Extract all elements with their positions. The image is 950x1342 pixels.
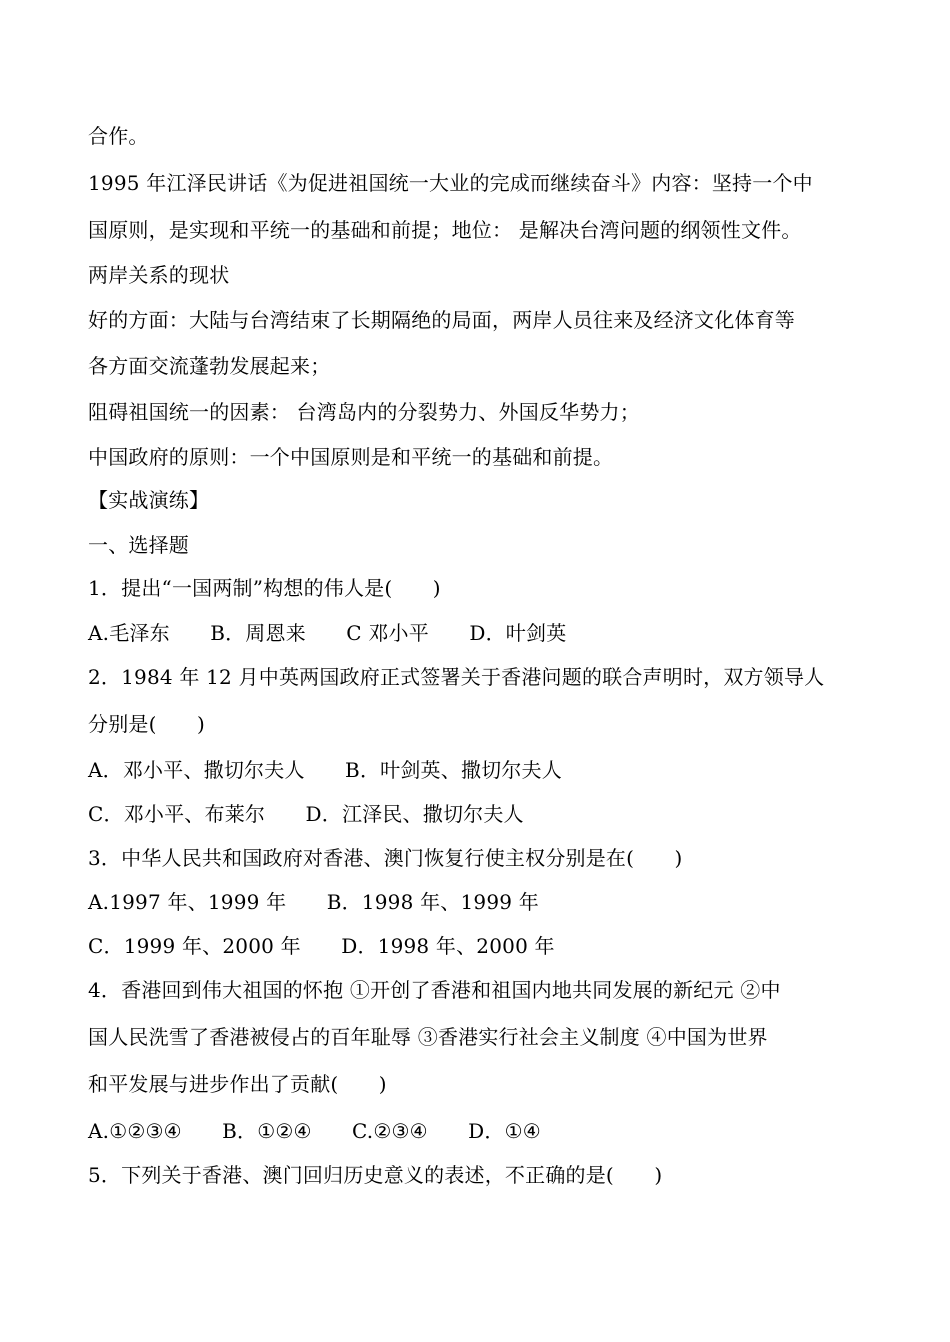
question-3-options-a-b: A.1997 年、1999 年 B．1998 年、1999 年 [88,890,539,914]
question-4: 4．香港回到伟大祖国的怀抱 ①开创了香港和祖国内地共同发展的新纪元 ②中 [88,978,781,1002]
question-2-cont: 分别是( ) [88,712,206,736]
section-heading: 两岸关系的现状 [88,263,230,287]
section-heading: 【实战演练】 [88,488,210,512]
text-line: 中国政府的原则：一个中国原则是和平统一的基础和前提。 [88,445,614,469]
question-4-cont: 和平发展与进步作出了贡献( ) [88,1072,387,1096]
question-2-options-c-d: C．邓小平、布莱尔 D．江泽民、撒切尔夫人 [88,802,524,826]
question-1: 1．提出“一国两制”构想的伟人是( ) [88,576,441,600]
question-3: 3．中华人民共和国政府对香港、澳门恢复行使主权分别是在( ) [88,846,683,870]
text-line: 合作。 [88,124,149,148]
question-5: 5．下列关于香港、澳门回归历史意义的表述，不正确的是( ) [88,1163,663,1187]
text-line: 国原则，是实现和平统一的基础和前提；地位： 是解决台湾问题的纲领性文件。 [88,218,802,242]
question-1-options: A.毛泽东 B．周恩来 C 邓小平 D．叶剑英 [88,621,567,645]
question-2: 2．1984 年 12 月中英两国政府正式签署关于香港问题的联合声明时，双方领导人 [88,665,825,689]
question-2-options-a-b: A．邓小平、撒切尔夫人 B．叶剑英、撒切尔夫人 [88,758,562,782]
question-4-cont: 国人民洗雪了香港被侵占的百年耻辱 ③香港实行社会主义制度 ④中国为世界 [88,1025,768,1049]
text-line: 1995 年江泽民讲话《为促进祖国统一大业的完成而继续奋斗》内容：坚持一个中 [88,171,813,195]
section-heading: 一、选择题 [88,533,189,557]
text-line: 好的方面：大陆与台湾结束了长期隔绝的局面，两岸人员往来及经济文化体育等 [88,308,795,332]
text-line: 各方面交流蓬勃发展起来； [88,354,331,378]
text-line: 阻碍祖国统一的因素： 台湾岛内的分裂势力、外国反华势力； [88,400,640,424]
question-4-options: A.①②③④ B．①②④ C.②③④ D．①④ [88,1119,541,1143]
question-3-options-c-d: C．1999 年、2000 年 D．1998 年、2000 年 [88,934,555,958]
